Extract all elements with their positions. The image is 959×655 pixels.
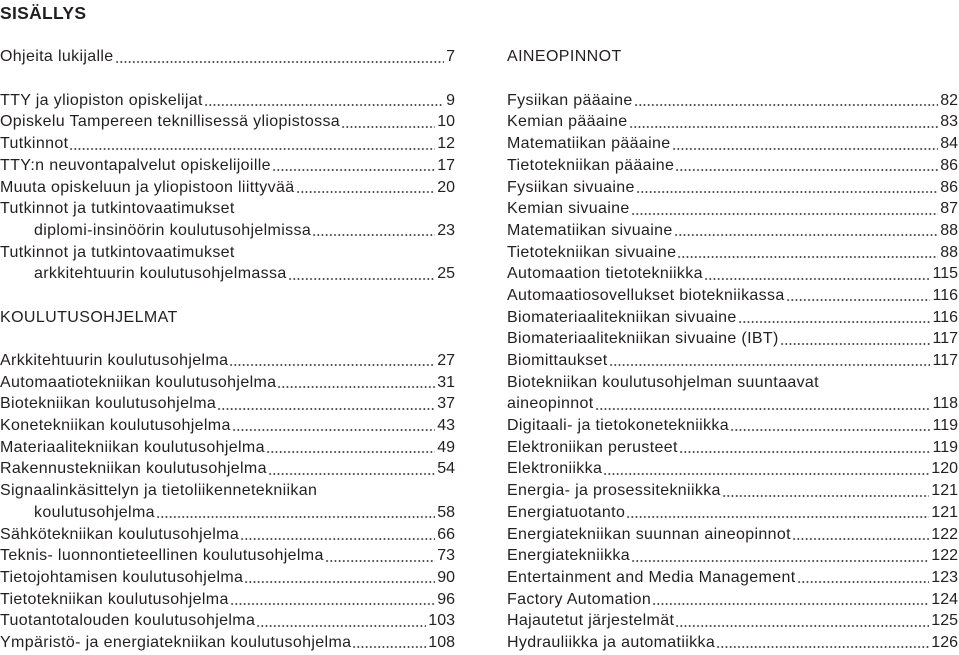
page-number: 117 — [932, 352, 958, 369]
page-number: 88 — [940, 243, 958, 261]
dot-leader — [288, 263, 436, 285]
toc-entry — [507, 632, 958, 654]
page-number: 25 — [437, 265, 455, 283]
dot-leader — [629, 111, 939, 133]
entry-title-line1: Signaalinkäsittelyn ja tietoliikennetekniikan — [0, 482, 318, 500]
entry-title: Kemian sivuaine — [507, 200, 630, 218]
entry-title: Tutkinnot — [0, 135, 69, 153]
page-number: 37 — [437, 395, 455, 413]
toc-column-left — [0, 3, 455, 654]
entry-title: Biomateriaalitekniikan sivuaine — [507, 308, 737, 326]
toc-entry — [507, 177, 958, 199]
page-number: 119 — [932, 417, 958, 435]
toc-entry — [507, 502, 958, 524]
entry-title-line2: diplomi-insinöörin koulutusohjelmissa — [34, 221, 312, 239]
dot-leader — [230, 589, 436, 611]
dot-leader — [675, 155, 938, 177]
entry-title-line1: Biotekniikan koulutusohjelman suuntaavat — [507, 373, 819, 391]
entry-title: Elektroniikka — [507, 460, 603, 478]
dot-leader — [672, 133, 939, 155]
page-number: 86 — [940, 156, 958, 174]
toc-entry — [507, 242, 958, 264]
page-number: 20 — [437, 178, 455, 196]
page-number: 7 — [446, 48, 455, 66]
spacer — [507, 3, 958, 25]
page-number: 86 — [940, 178, 958, 196]
entry-title: Elektroniikan perusteet — [507, 438, 678, 456]
dot-leader — [652, 589, 929, 611]
dot-leader — [674, 220, 939, 242]
dot-leader — [268, 458, 435, 480]
page-number: 10 — [437, 113, 455, 131]
entry-title: Tietotekniikan pääaine — [507, 156, 675, 174]
toc-entry — [0, 415, 455, 437]
dot-leader — [266, 437, 435, 459]
toc-entry — [507, 155, 958, 177]
page-number: 58 — [437, 503, 455, 521]
toc-entry — [0, 372, 455, 394]
toc-entry — [507, 198, 958, 220]
toc-entry — [507, 524, 958, 546]
page-number: 117 — [932, 330, 958, 348]
page-number: 126 — [931, 633, 958, 651]
toc-entry — [507, 111, 958, 133]
toc-entry — [507, 220, 958, 242]
page-number: 124 — [931, 590, 958, 608]
page-number: 121 — [931, 503, 958, 521]
entry-line — [0, 263, 455, 285]
toc-entry — [0, 177, 455, 199]
page-number: 120 — [931, 460, 958, 478]
toc-entry — [0, 198, 455, 241]
toc-entry — [0, 242, 455, 285]
dot-leader — [69, 133, 435, 155]
page-number: 82 — [940, 91, 958, 109]
page-number: 49 — [437, 438, 455, 456]
page-number: 115 — [932, 265, 958, 283]
spacer — [507, 25, 958, 47]
dot-leader — [636, 177, 938, 199]
toc-entry — [0, 458, 455, 480]
dot-leader — [797, 567, 930, 589]
page-number: 9 — [446, 91, 455, 109]
page-number: 87 — [940, 200, 958, 218]
entry-title: Hajautetut järjestelmät — [507, 612, 675, 630]
dot-leader — [631, 198, 939, 220]
entry-title: Materiaalitekniikan koulutusohjelma — [0, 438, 265, 456]
dot-leader — [352, 632, 426, 654]
entry-line — [0, 220, 455, 242]
toc-entry — [0, 90, 455, 112]
toc-entry — [0, 437, 455, 459]
page-number: 54 — [437, 460, 455, 478]
toc-entry — [0, 350, 455, 372]
entry-title: Biomittaukset — [507, 352, 608, 369]
toc-entry — [507, 133, 958, 155]
dot-leader — [312, 220, 435, 242]
dot-leader — [631, 545, 929, 567]
page-number: 116 — [932, 308, 958, 326]
page-number: 43 — [437, 417, 455, 435]
toc-entry — [507, 589, 958, 611]
page-number: 12 — [437, 135, 455, 153]
toc-entry — [507, 285, 958, 307]
toc-entry — [507, 263, 958, 285]
entry-title: Energiatekniikka — [507, 547, 630, 565]
toc-entry — [507, 480, 958, 502]
entry-title-line2: arkkitehtuurin koulutusohjelmassa — [34, 265, 287, 283]
entry-title-line2: aineopinnot — [507, 395, 594, 413]
toc-entry — [0, 46, 455, 68]
entry-title: Energia- ja prosessitekniikka — [507, 482, 721, 500]
entry-title: Matematiikan sivuaine — [507, 221, 673, 239]
entry-title: TTY ja yliopiston opiskelijat — [0, 91, 203, 109]
page-number: 119 — [932, 438, 958, 456]
toc-entry — [507, 415, 958, 437]
entry-title: Konetekniikan koulutusohjelma — [0, 417, 231, 435]
page-number: 31 — [437, 373, 455, 391]
page-number: 23 — [437, 221, 455, 239]
toc-entry — [0, 133, 455, 155]
entry-title-line2: koulutusohjelma — [34, 503, 155, 521]
toc-entry — [507, 90, 958, 112]
entry-title: Energiatekniikan suunnan aineopinnot — [507, 525, 791, 543]
toc-entry — [507, 610, 958, 632]
page-number: 96 — [437, 590, 455, 608]
dot-leader — [595, 393, 931, 415]
entry-title: Matematiikan pääaine — [507, 135, 671, 153]
entry-title: Digitaali- ja tietokonetekniikka — [507, 417, 729, 435]
entry-title: Ympäristö- ja energiatekniikan koulutusohjelma — [0, 633, 352, 651]
entry-title: Kemian pääaine — [507, 113, 628, 131]
spacer — [0, 328, 455, 350]
toc-entry — [0, 480, 455, 523]
entry-title: Energiatuotanto — [507, 503, 626, 521]
entry-title-line1: Tutkinnot ja tutkintovaatimukset — [0, 243, 235, 261]
entry-title: Factory Automation — [507, 590, 652, 608]
toc-entry — [0, 111, 455, 133]
entry-title: Automaatiotekniikan koulutusohjelma — [0, 373, 277, 391]
page-number: 84 — [940, 135, 958, 153]
toc-entry — [0, 589, 455, 611]
dot-leader — [738, 307, 931, 329]
dot-leader — [217, 393, 435, 415]
dot-leader — [675, 610, 929, 632]
entry-title: Entertainment and Media Management — [507, 568, 796, 586]
entry-line — [0, 480, 455, 502]
toc-entry — [0, 155, 455, 177]
toc-entry — [507, 350, 958, 372]
page-number: 83 — [940, 113, 958, 131]
toc-entry — [0, 545, 455, 567]
spacer — [0, 68, 455, 90]
dot-leader — [115, 46, 445, 68]
page-number: 121 — [931, 482, 958, 500]
entry-title: Biomateriaalitekniikan sivuaine (IBT) — [507, 330, 779, 348]
dot-leader — [780, 328, 931, 350]
dot-leader — [722, 480, 929, 502]
spacer — [0, 285, 455, 307]
toc-entry — [507, 437, 958, 459]
entry-title: Opiskelu Tampereen teknillisessä yliopistossa — [0, 113, 341, 131]
spacer — [507, 68, 958, 90]
page-number: 116 — [932, 286, 958, 304]
toc-entry — [0, 393, 455, 415]
dot-leader — [204, 90, 444, 112]
toc-entry — [0, 632, 455, 654]
entry-line — [0, 502, 455, 524]
dot-leader — [792, 524, 929, 546]
page-number: 103 — [428, 612, 455, 630]
dot-leader — [786, 285, 931, 307]
entry-title: Biotekniikan koulutusohjelma — [0, 395, 217, 413]
dot-leader — [156, 502, 435, 524]
dot-leader — [716, 632, 929, 654]
entry-title: Tietotekniikan sivuaine — [507, 243, 677, 261]
entry-title: Muuta opiskeluun ja yliopistoon liittyvää — [0, 178, 295, 196]
entry-title: Tuotantotalouden koulutusohjelma — [0, 612, 256, 630]
page-number: 17 — [437, 156, 455, 174]
page-number: 73 — [437, 547, 455, 565]
page-number: 90 — [437, 568, 455, 586]
entry-line — [507, 372, 958, 394]
page-title: SISÄLLYS — [0, 3, 87, 23]
entry-title: Sähkötekniikan koulutusohjelma — [0, 525, 240, 543]
dot-leader — [679, 437, 931, 459]
dot-leader — [244, 567, 435, 589]
toc-entry — [0, 524, 455, 546]
toc-entry — [507, 372, 958, 415]
dot-leader — [677, 242, 938, 264]
entry-title: Arkkitehtuurin koulutusohjelma — [0, 352, 229, 369]
page-number: 122 — [931, 525, 958, 543]
entry-title: Automaatiosovellukset biotekniikassa — [507, 286, 785, 304]
dot-leader — [730, 415, 931, 437]
entry-line — [0, 242, 455, 264]
dot-leader — [341, 111, 435, 133]
toc-entry — [507, 458, 958, 480]
dot-leader — [704, 263, 931, 285]
entry-line — [507, 393, 958, 415]
toc-entry — [507, 328, 958, 350]
page-number: 66 — [437, 525, 455, 543]
page-number: 123 — [931, 568, 958, 586]
toc-entry — [507, 567, 958, 589]
entry-title: Tietotekniikan koulutusohjelma — [0, 590, 229, 608]
page-number: 118 — [932, 395, 958, 413]
dot-leader — [609, 350, 931, 372]
entry-title: TTY:n neuvontapalvelut opiskelijoille — [0, 156, 271, 174]
page-number: 88 — [940, 221, 958, 239]
dot-leader — [603, 458, 929, 480]
entry-title-line1: Tutkinnot ja tutkintovaatimukset — [0, 200, 235, 218]
dot-leader — [240, 524, 435, 546]
entry-title: Ohjeita lukijalle — [0, 48, 114, 66]
toc-column-right — [507, 3, 958, 654]
dot-leader — [229, 350, 435, 372]
dot-leader — [232, 415, 435, 437]
dot-leader — [272, 155, 435, 177]
dot-leader — [325, 545, 436, 567]
dot-leader — [296, 177, 436, 199]
dot-leader — [277, 372, 435, 394]
page-number: 125 — [931, 612, 958, 630]
toc-entry — [507, 307, 958, 329]
dot-leader — [634, 90, 939, 112]
page-number: 108 — [428, 633, 455, 651]
entry-title: Fysiikan sivuaine — [507, 178, 635, 196]
page-number: 27 — [437, 352, 455, 369]
entry-title: Fysiikan pääaine — [507, 91, 633, 109]
dot-leader — [256, 610, 426, 632]
toc-entry — [0, 567, 455, 589]
entry-title: Tietojohtamisen koulutusohjelma — [0, 568, 244, 586]
toc-entry — [0, 610, 455, 632]
page-number: 122 — [931, 547, 958, 565]
entry-title: Rakennustekniikan koulutusohjelma — [0, 460, 267, 478]
section-heading: AINEOPINNOT — [507, 48, 622, 66]
entry-line — [0, 198, 455, 220]
spacer — [0, 25, 455, 47]
entry-title: Automaation tietotekniikka — [507, 265, 703, 283]
toc-entry — [507, 545, 958, 567]
entry-title: Hydrauliikka ja automatiikka — [507, 633, 716, 651]
dot-leader — [626, 502, 929, 524]
section-heading: KOULUTUSOHJELMAT — [0, 308, 178, 326]
entry-title: Teknis- luonnontieteellinen koulutusohjelma — [0, 547, 324, 565]
